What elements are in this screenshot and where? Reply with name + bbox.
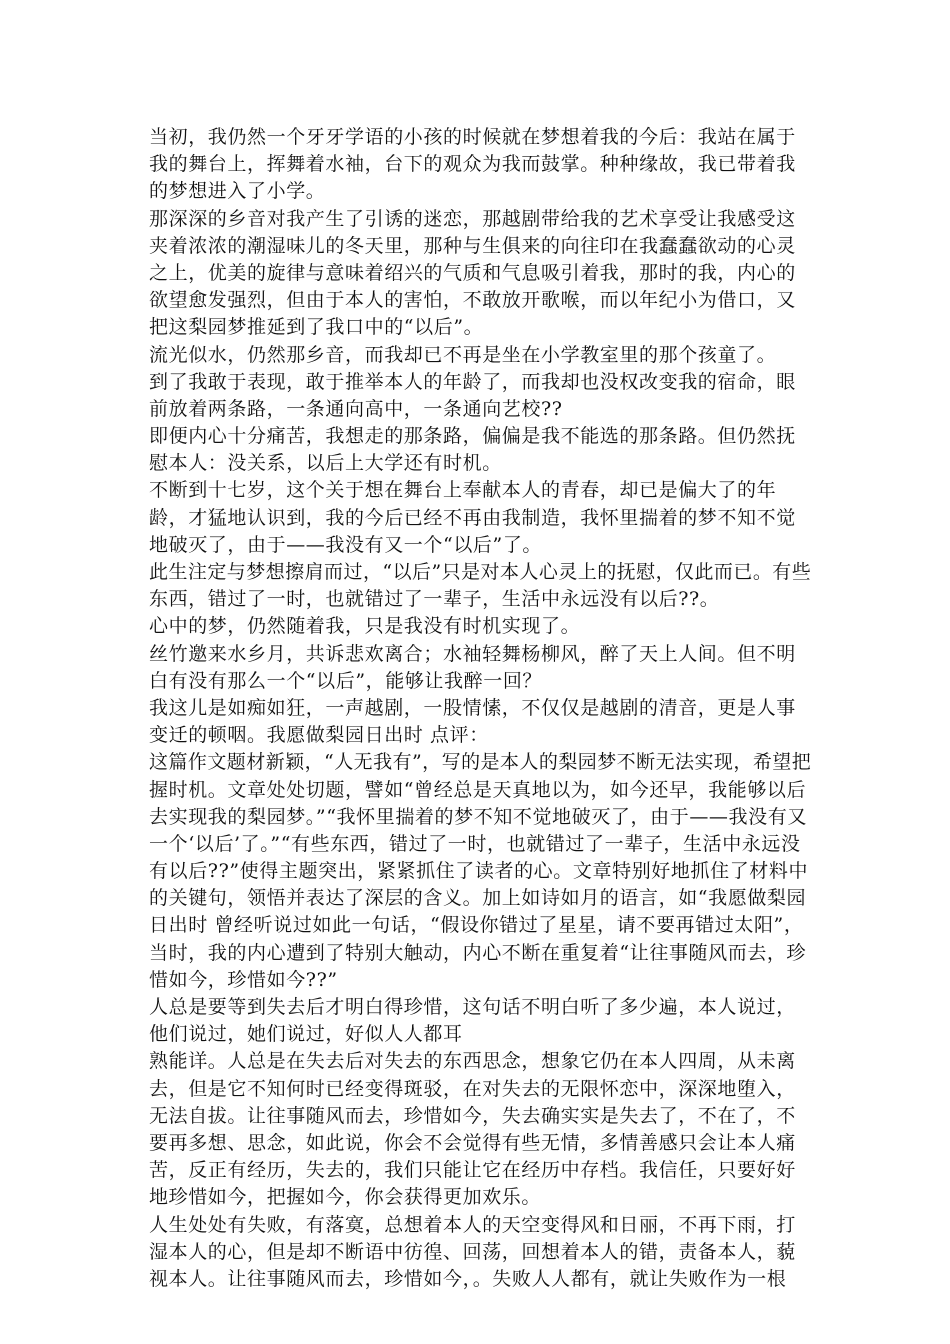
text-line: 龄，才猛地认识到，我的今后已经不再由我制造，我怀里揣着的梦不知不觉 (149, 506, 796, 529)
text-line: 要再多想、思念，如此说，你会不会觉得有些无情，多情善感只会让本人痛 (149, 1131, 796, 1154)
text-line: 握时机。文章处处切题，譬如“曾经总是天真地以为，如今还早，我能够以后 (149, 778, 807, 801)
text-line: 人生处处有失败，有落寞，总想着本人的天空变得风和日丽，不再下雨，打 (149, 1213, 796, 1236)
text-line: 慰本人：没关系，以后上大学还有时机。 (149, 452, 502, 475)
text-line: 即便内心十分痛苦，我想走的那条路，偏偏是我不能选的那条路。但仍然抚 (149, 425, 796, 448)
text-line: 夹着浓浓的潮湿味儿的冬天里，那种与生俱来的向往印在我蠢蠢欲动的心灵 (149, 234, 796, 257)
text-line: 人总是要等到失去后才明白得珍惜，这句话不明白听了多少遍，本人说过， (149, 996, 796, 1018)
text-line: 的梦想进入了小学。 (149, 180, 326, 203)
text-line: 当时，我的内心遭到了特别大触动，内心不断在重复着“让往事随风而去，珍 (149, 941, 807, 964)
text-line: 苦，反正有经历，失去的，我们只能让它在经历中存档。我信任，只要好好 (149, 1159, 796, 1182)
text-line: 日出时 曾经听说过如此一句话，“假设你错过了星星，请不要再错过太阳”， (149, 914, 804, 937)
text-line: 地破灭了，由于——我没有又一个“以后”了。 (149, 533, 543, 556)
text-line: 不断到十七岁，这个关于想在舞台上奉献本人的青春，却已是偏大了的年 (149, 479, 777, 502)
text-line: 他们说过，她们说过，好似人人都耳 (149, 1023, 463, 1046)
text-line: 前放着两条路，一条通向高中，一条通向艺校?? (149, 397, 563, 420)
text-line: 有以后??”使得主题突出，紧紧抓住了读者的心。文章特别好地抓住了材料中 (149, 860, 809, 883)
text-line: 欲望愈发强烈，但由于本人的害怕，不敢放开歌喉，而以年纪小为借口，又 (149, 289, 796, 312)
text-line: 湿本人的心，但是却不断语中彷徨、回荡，回想着本人的错，责备本人，藐 (149, 1240, 796, 1263)
text-line: 的关键句，领悟并表达了深层的含义。加上如诗如月的语言，如“我愿做梨园 (149, 887, 807, 910)
text-line: 把这梨园梦推延到了我口中的“以后”。 (149, 316, 484, 339)
text-line: 我的舞台上，挥舞着水袖，台下的观众为我而鼓掌。种种缘故，我已带着我 (149, 153, 796, 176)
text-line: 之上，优美的旋律与意味着绍兴的气质和气息吸引着我，那时的我，内心的 (149, 261, 796, 284)
text-line: 视本人。让往事随风而去，珍惜如今，。失败人人都有，就让失败作为一根 (149, 1267, 787, 1290)
document-body (149, 124, 812, 1293)
text-line: 此生注定与梦想擦肩而过，“以后”只是对本人心灵上的抚慰，仅此而已。有些 (149, 561, 812, 583)
text-line: 这篇作文题材新颖，“人无我有”，写的是本人的梨园梦不断无法实现，希望把 (149, 751, 812, 774)
text-line: 心中的梦，仍然随着我，只是我没有时机实现了。 (149, 615, 581, 638)
text-line: 去实现我的梨园梦。”“我怀里揣着的梦不知不觉地破灭了，由于——我没有又 (149, 805, 807, 828)
text-line: 到了我敢于表现，敢于推举本人的年龄了，而我却也没权改变我的宿命，眼 (149, 370, 796, 393)
text-line: 那深深的乡音对我产生了引诱的迷恋，那越剧带给我的艺术享受让我感受这 (149, 207, 796, 230)
text-line: 当初，我仍然一个牙牙学语的小孩的时候就在梦想着我的今后：我站在属于 (149, 126, 796, 148)
text-line: 我这儿是如痴如狂，一声越剧，一股情愫，不仅仅是越剧的清音，更是人事 (149, 696, 796, 719)
text-line: 变迁的顿咽。我愿做梨园日出时 点评： (149, 724, 489, 747)
text-line: 去，但是它不知何时已经变得斑驳，在对失去的无限怀恋中，深深地堕入， (149, 1077, 796, 1100)
text-line: 一个‘以后’了。”“有些东西，错过了一时，也就错过了一辈子，生活中永远没 (149, 832, 801, 855)
text-line: 丝竹邀来水乡月，共诉悲欢离合；水袖轻舞杨柳风，醉了天上人间。但不明 (149, 642, 796, 665)
text-line: 白有没有那么一个“以后”，能够让我醉一回？ (149, 669, 543, 692)
text-line: 无法自拔。让往事随风而去，珍惜如今，失去确实实是失去了，不在了，不 (149, 1104, 796, 1127)
text-line: 流光似水，仍然那乡音，而我却已不再是坐在小学教室里的那个孩童了。 (149, 343, 777, 366)
text-line: 东西，错过了一时，也就错过了一辈子，生活中永远没有以后??。 (149, 588, 720, 611)
text-line: 惜如今，珍惜如今??” (149, 968, 338, 991)
text-line: 地珍惜如今，把握如今，你会获得更加欢乐。 (149, 1186, 542, 1209)
text-line: 熟能详。人总是在失去后对失去的东西思念，想象它仍在本人四周，从未离 (149, 1050, 796, 1073)
